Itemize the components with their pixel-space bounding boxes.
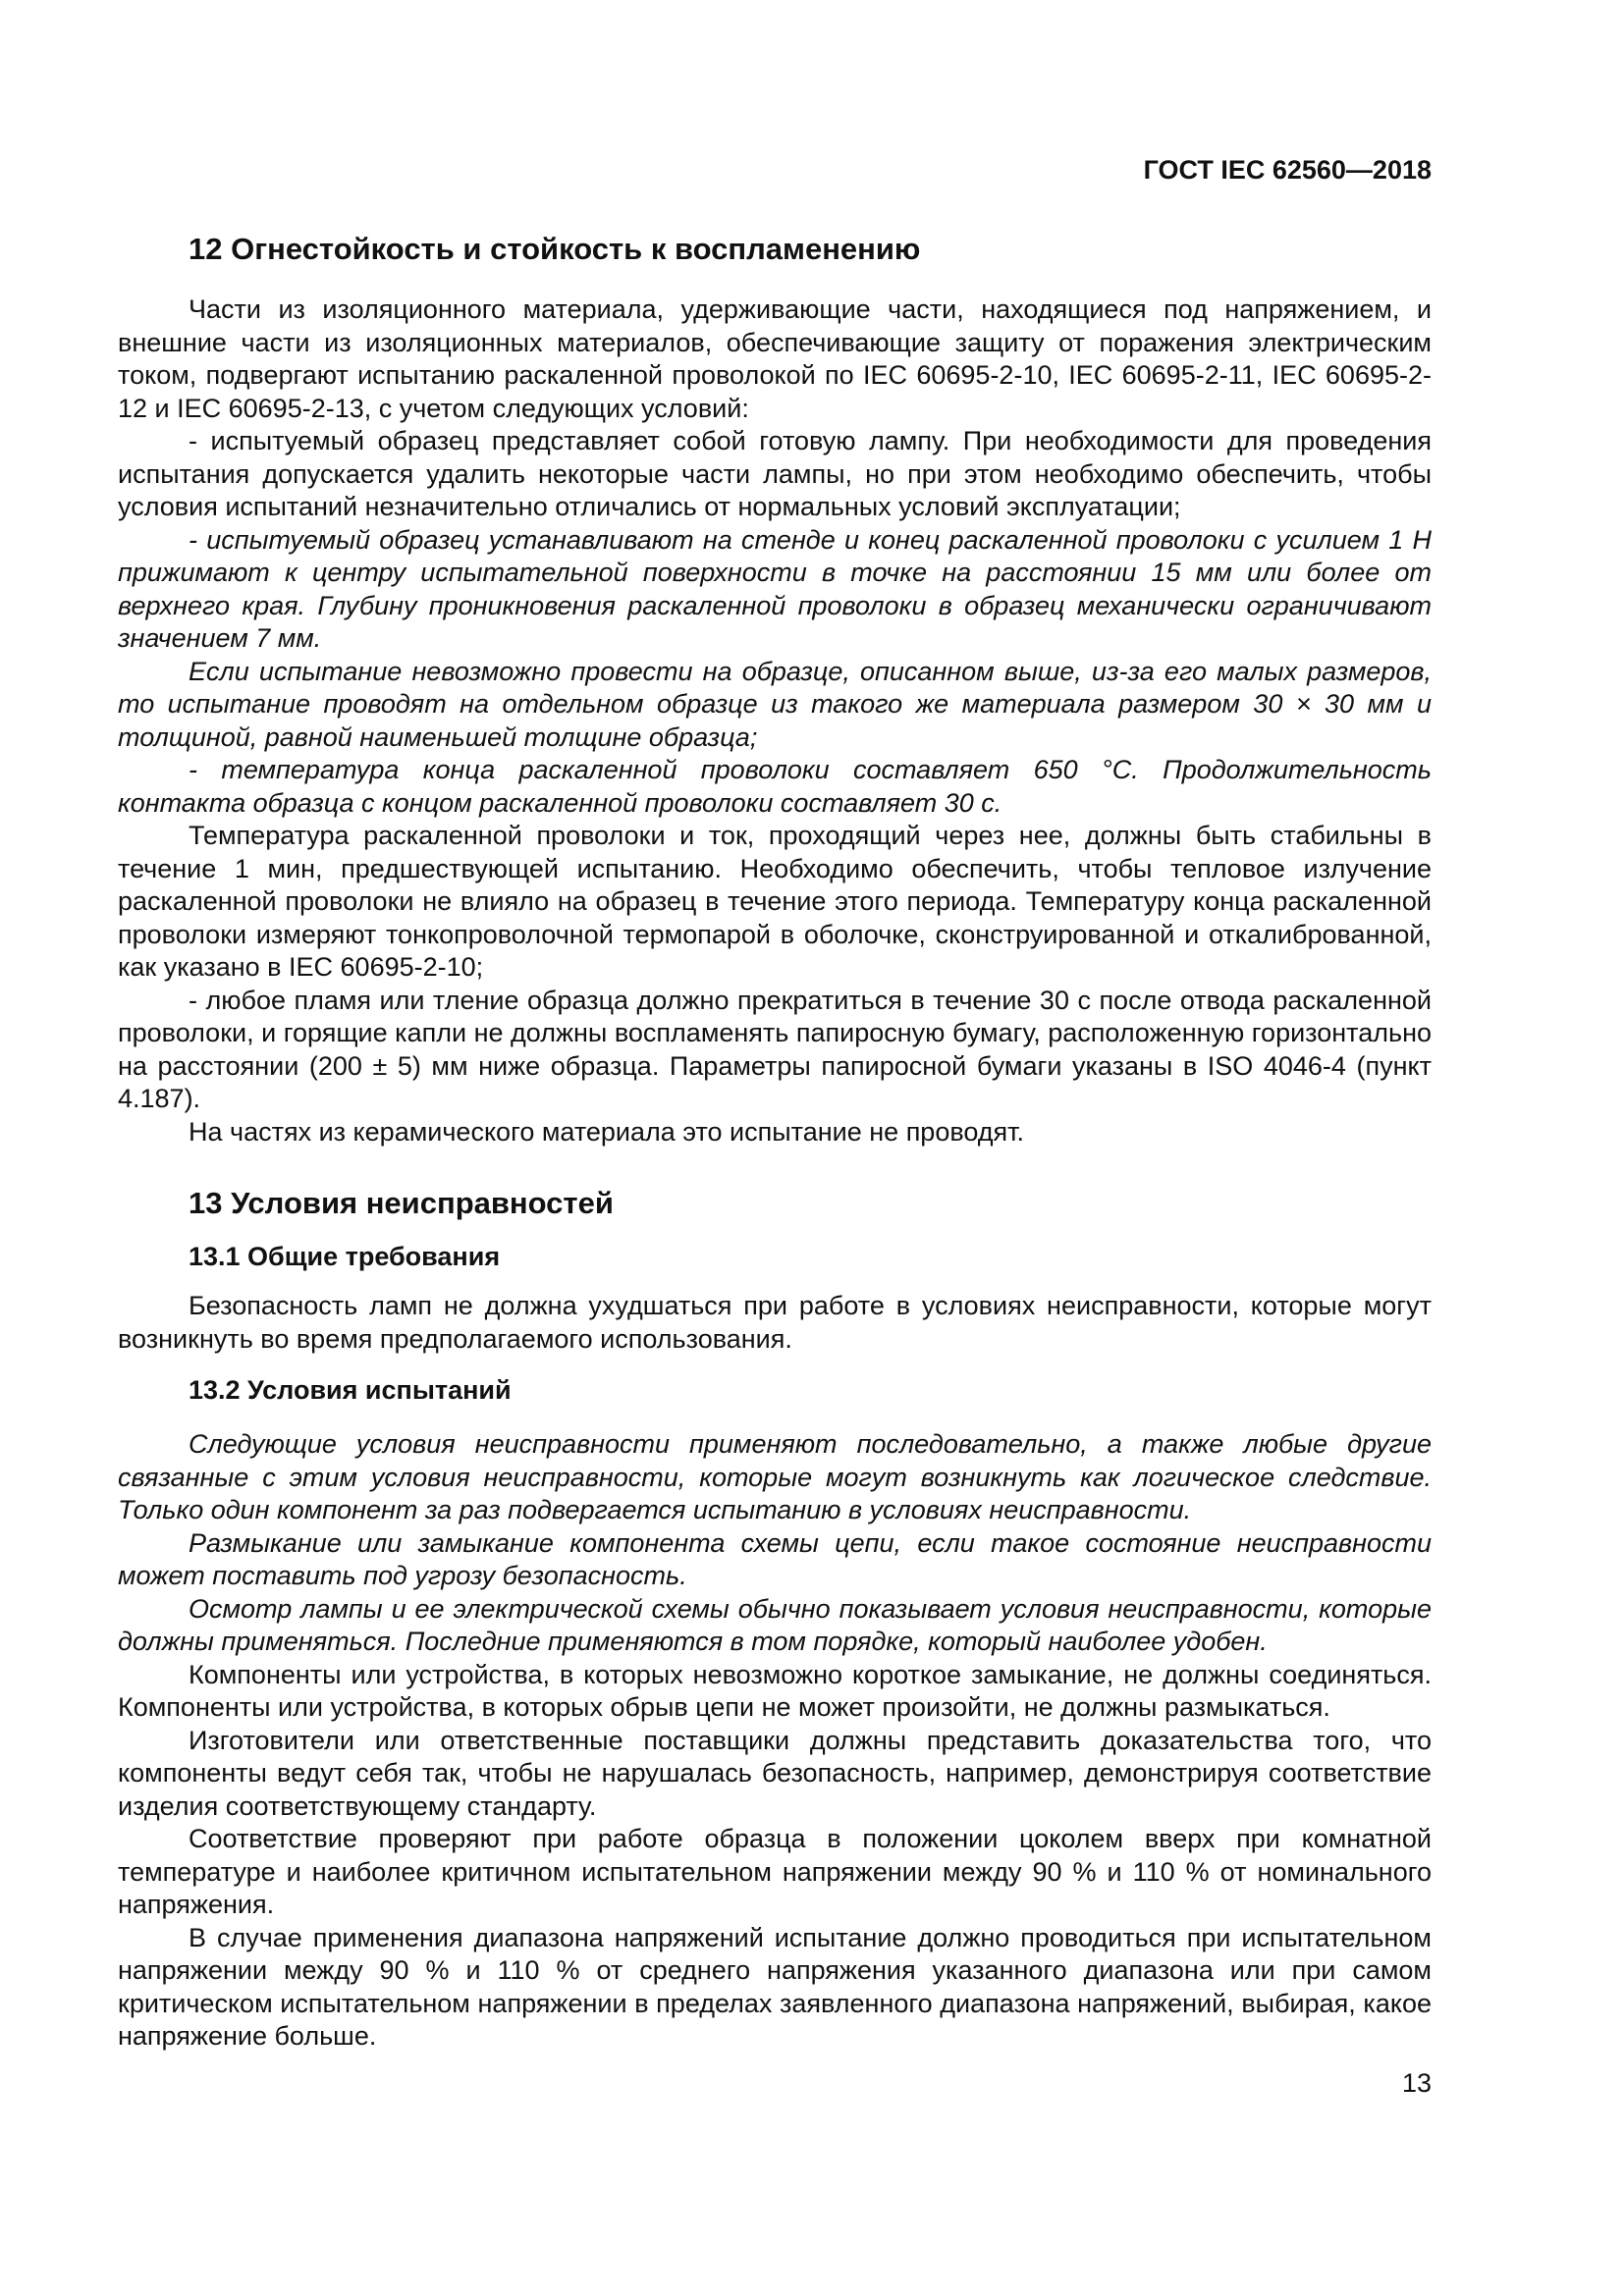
paragraph-italic: Следующие условия неисправности применяют последовательно, а также любые другие связанные с этим условия неисправности, которые могут возникнуть как логическое следствие. Только один компонент за раз подвергается испытанию в условиях неисправности. [118,1429,1432,1524]
paragraph: - любое пламя или тление образца должно прекратиться в течение 30 с после отвода раскаленной проволоки, и горящие капли не должны воспламенять папиросную бумагу, расположенную горизонтально на расстоянии (200 ± 5) мм ниже образца. Параметры папиросной бумаги указаны в ISO 4046-4 (пункт 4.187). [118,985,1432,1113]
subsection-heading-13-1: 13.1 Общие требования [189,1242,501,1271]
paragraph: - испытуемый образец представляет собой готовую лампу. При необходимости для проведения испытания допускается удалить некоторые части лампы, но при этом необходимо обеспечить, чтобы условия испытаний незначительно отличались от нормальных условий эксплуатации; [118,426,1432,521]
paragraph: Температура раскаленной проволоки и ток, проходящий через нее, должны быть стабильны в течение 1 мин, предшествующей испытанию. Необходимо обеспечить, чтобы тепловое излучение раскаленной проволоки не влияло на образец в течение этого периода. Температуру конца раскаленной проволоки измеряют тонкопроволочной термопарой в оболочке, сконструированной и откалиброванной, как указано в IEC 60695-2-10; [118,821,1432,982]
paragraph: На частях из керамического материала это испытание не проводят. [189,1116,1025,1147]
paragraph: В случае применения диапазона напряжений испытание должно проводиться при испытательном напряжении между 90 % и 110 % от среднего напряжения указанного диапазона или при самом критическом испытательном напряжении в пределах заявленного диапазона напряжений, выбирая, какое напряжение больше. [118,1922,1432,2051]
paragraph: Безопасность ламп не должна ухудшаться при работе в условиях неисправности, которые могут возникнуть во время предполагаемого использования. [118,1291,1432,1354]
paragraph: Соответствие проверяют при работе образца в положении цоколем вверх при комнатной температуре и наиболее критичном испытательном напряжении между 90 % и 110 % от номинального напряжения. [118,1824,1432,1919]
paragraph-italic: - испытуемый образец устанавливают на стенде и конец раскаленной проволоки с усилием 1 Н прижимают к центру испытательной поверхности в точке на расстоянии 15 мм или более от верхнего края. Глубину проникновения раскаленной проволоки в образец механически ограничивают значением 7 мм. [118,524,1432,653]
paragraph-italic: Если испытание невозможно провести на образце, описанном выше, из-за его малых размеров, то испытание проводят на отдельном образце из такого же материала размером 30 × 30 мм и толщиной, равной наименьшей толщине образца; [118,656,1432,752]
paragraph: Части из изоляционного материала, удерживающие части, находящиеся под напряжением, и внешние части из изоляционных материалов, обеспечивающие защиту от поражения электрическим током, подвергают испытанию раскаленной проволокой по IEC 60695-2-10, IEC 60695-2-11, IEC 60695-2-12 и IEC 60695-2-13, с учетом следующих условий: [118,294,1432,423]
page-content [118,0,1432,2054]
paragraph: Компоненты или устройства, в которых невозможно короткое замыкание, не должны соединяться. Компоненты или устройства, в которых обрыв цепи не может произойти, не должны размыкаться. [118,1659,1432,1722]
document-id-header: ГОСТ IEC 62560—2018 [1143,155,1432,185]
paragraph-italic: - температура конца раскаленной проволоки составляет 650 °С. Продолжительность контакта образца с концом раскаленной проволоки составляет 30 с. [118,755,1432,818]
section-heading-12: 12 Огнестойкость и стойкость к воспламенению [189,232,921,266]
paragraph-italic: Осмотр лампы и ее электрической схемы обычно показывает условия неисправности, которые должны применяться. Последние применяются в том порядке, который наиболее удобен. [118,1593,1432,1656]
section-heading-13: 13 Условия неисправностей [189,1186,614,1220]
paragraph: Изготовители или ответственные поставщики должны представить доказательства того, что компоненты ведут себя так, чтобы не нарушалась безопасность, например, демонстрируя соответствие изделия соответствующему стандарту. [118,1725,1432,1821]
subsection-heading-13-2: 13.2 Условия испытаний [189,1375,512,1405]
page-number: 13 [1401,2068,1432,2098]
paragraph-italic: Размыкание или замыкание компонента схемы цепи, если такое состояние неисправности может поставить под угрозу безопасность. [118,1527,1432,1590]
